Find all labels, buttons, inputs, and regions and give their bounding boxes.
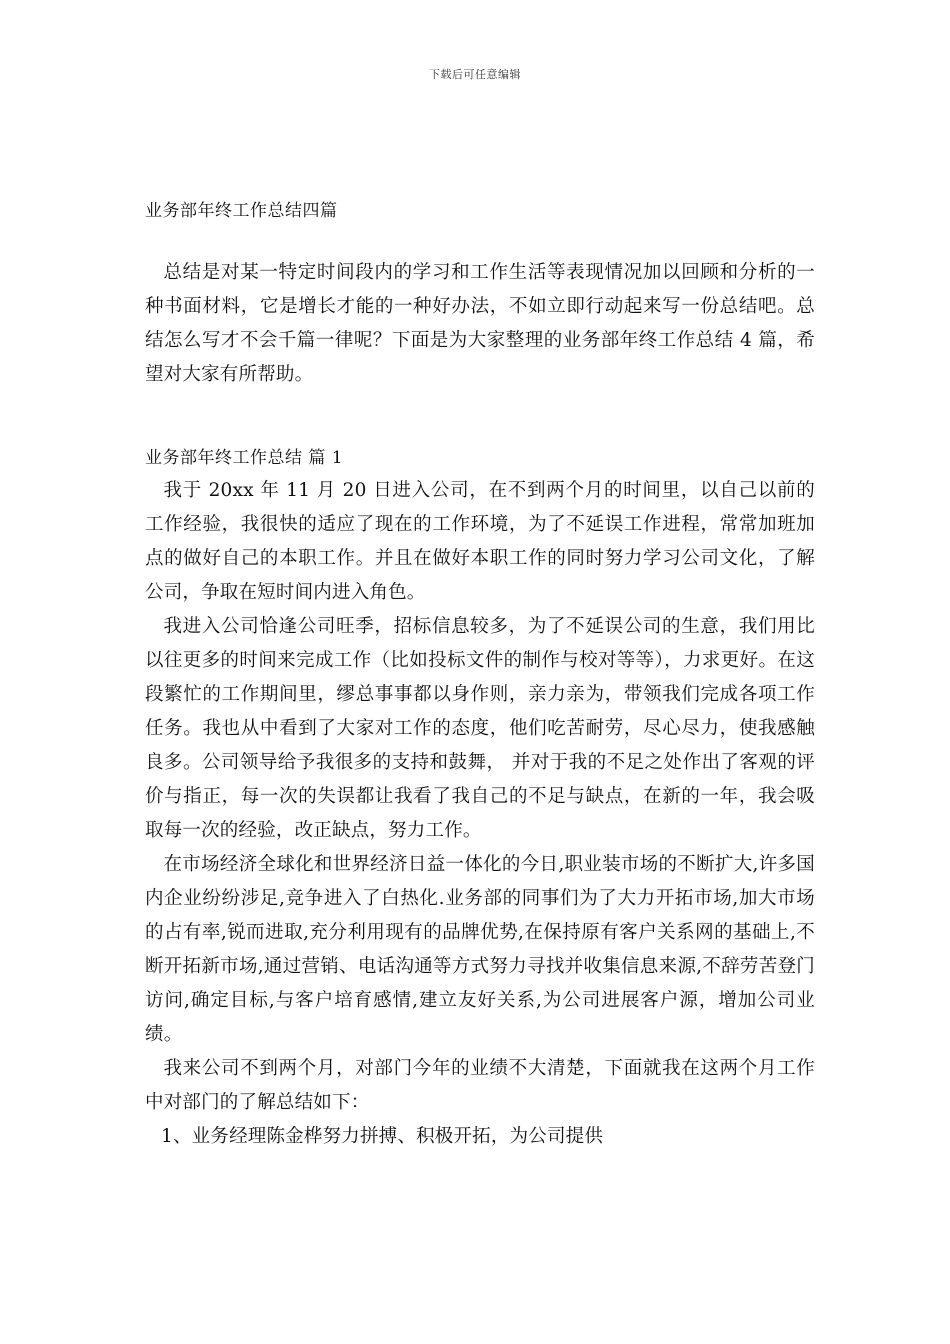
section-1-body [145, 474, 815, 1154]
section-1-heading: 业务部年终工作总结 篇 1 [145, 448, 344, 468]
section-1-list-item-1: 1、业务经理陈金桦努力拼搏、积极开拓，为公司提供 [161, 1126, 604, 1147]
intro-paragraph [145, 256, 815, 392]
intro-text: 总结是对某一特定时间段内的学习和工作生活等表现情况加以回顾和分析的一种书面材料，它是增长才能的一种好办法，不如立即行动起来写一份总结吧。总结怎么写才不会千篇一律呢？下面是为大家整理的业务部年终工作总结 4 篇，希望对大家有所帮助。 [145, 262, 815, 385]
section-1-paragraph-2: 我进入公司恰逢公司旺季，招标信息较多，为了不延误公司的生意，我们用比以往更多的时间来完成工作（比如投标文件的制作与校对等等），力求更好。在这段繁忙的工作期间里，缪总事事都以身作则，亲力亲为，带领我们完成各项工作任务。我也从中看到了大家对工作的态度，他们吃苦耐劳，尽心尽力，使我感触良多。公司领导给予我很多的支持和鼓舞， 并对于我的不足之处作出了客观的评价与指正，每一次的失误都让我看了我自己的不足与缺点，在新的一年，我会吸取每一次的经验，改正缺点，努力工作。 [145, 616, 815, 841]
section-1-paragraph-1: 我于 20xx 年 11 月 20 日进入公司，在不到两个月的时间里，以自己以前的工作经验，我很快的适应了现在的工作环境，为了不延误工作进程，常常加班加点的做好自己的本职工作。并且在做好本职工作的同时努力学习公司文化，了解公司，争取在短时间内进入角色。 [145, 480, 815, 603]
header-note: 下载后可任意编辑 [429, 68, 521, 81]
document-title: 业务部年终工作总结四篇 [145, 201, 338, 221]
section-1-paragraph-3: 在市场经济全球化和世界经济日益一体化的今日,职业装市场的不断扩大,许多国内企业纷纷涉足,竞争进入了白热化.业务部的同事们为了大力开拓市场,加大市场的占有率,锐而进取,充分利用现有的品牌优势,在保持原有客户关系网的基础上,不断开拓新市场,通过营销、电话沟通等方式努力寻找并收集信息来源,不辞劳苦登门访问,确定目标,与客户培育感情,建立友好关系,为公司进展客户源，增加公司业绩。 [145, 854, 815, 1045]
section-1-paragraph-4: 我来公司不到两个月，对部门今年的业绩不大清楚，下面就我在这两个月工作中对部门的了解总结如下： [145, 1058, 815, 1113]
